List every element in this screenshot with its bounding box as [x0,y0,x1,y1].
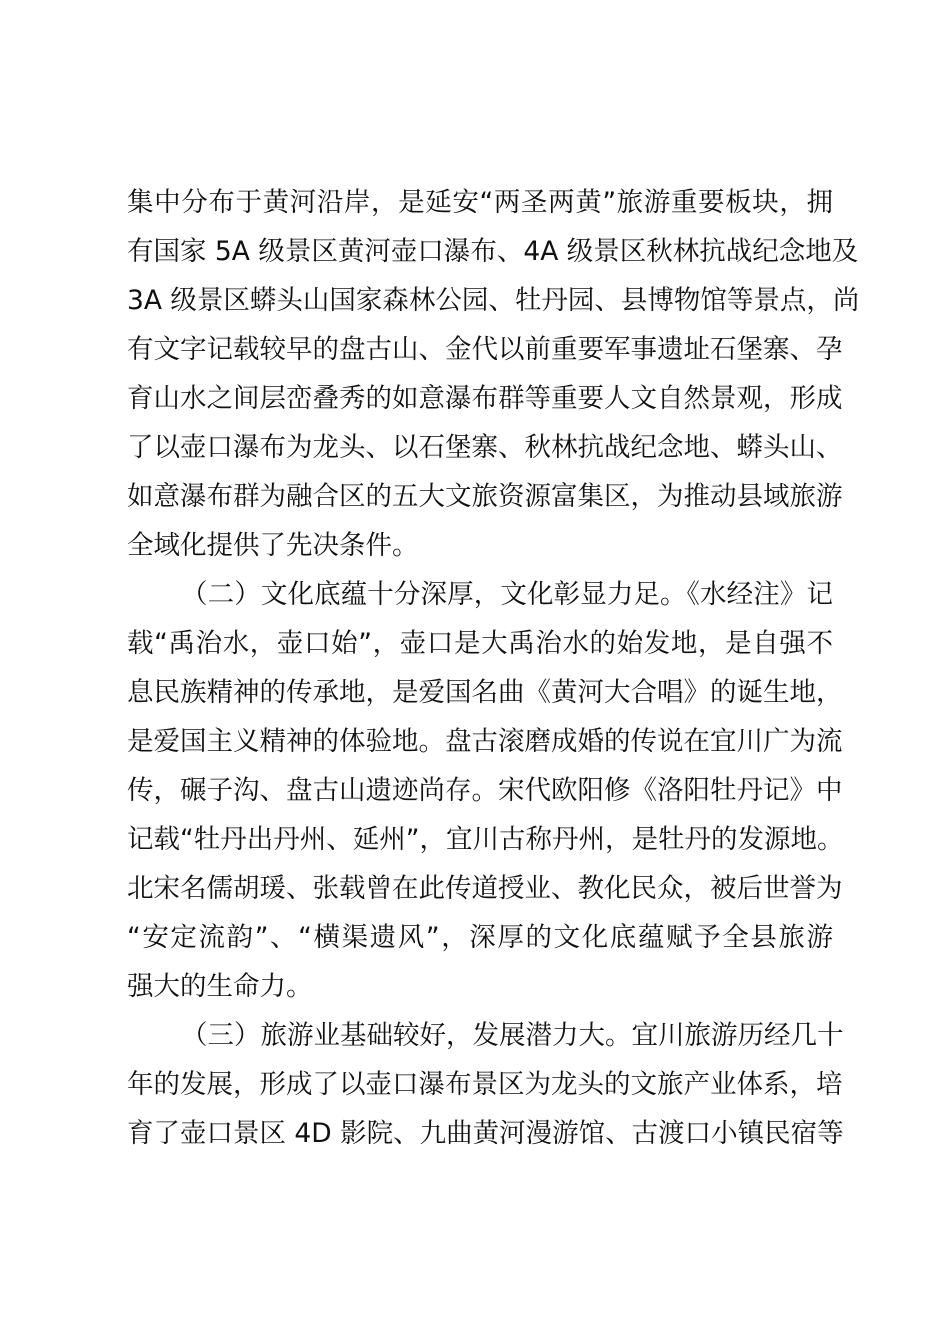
paragraph-2 [127,570,844,1011]
text-line: “安定流韵”、“横渠遗风”，深厚的文化底蕴赋予全县旅游 [127,922,833,953]
text-line: 息民族精神的传承地，是爱国名曲《黄河大合唱》的诞生地， [127,677,843,708]
paragraph-1 [127,178,860,570]
text-line: 了以壶口瀑布为龙头、以石堡寨、秋林抗战纪念地、蟒头山、 [127,432,843,463]
document-body [127,178,860,1158]
text-line: 是爱国主义精神的体验地。盘古滚磨成婚的传说在宜川广为流 [127,726,843,757]
paragraph-3 [127,1011,844,1158]
text-line: 传，碾子沟、盘古山遗迹尚存。宋代欧阳修《洛阳牡丹记》中 [127,775,843,806]
text-line: （二）文化底蕴十分深厚，文化彰显力足。《水经注》记 [181,579,833,610]
text-line: 有国家 5A 级景区黄河壶口瀑布、4A 级景区秋林抗战纪念地及 [127,236,859,267]
text-line: 3A 级景区蟒头山国家森林公园、牡丹园、县博物馆等景点，尚 [127,285,860,316]
text-line: 记载“牡丹出丹州、延州”，宜川古称丹州，是牡丹的发源地。 [127,824,844,855]
text-line: 育山水之间层峦叠秀的如意瀑布群等重要人文自然景观，形成 [127,383,843,414]
text-line: 有文字记载较早的盘古山、金代以前重要军事遗址石堡寨、孕 [127,334,843,365]
text-line: 如意瀑布群为融合区的五大文旅资源富集区，为推动县域旅游 [127,481,843,512]
text-line: 年的发展，形成了以壶口瀑布景区为龙头的文旅产业体系，培 [127,1069,843,1100]
text-line: （三）旅游业基础较好，发展潜力大。宜川旅游历经几十 [181,1020,844,1051]
text-line: 北宋名儒胡瑗、张载曾在此传道授业、教化民众，被后世誉为 [127,873,843,904]
text-line: 育了壶口景区 4D 影院、九曲黄河漫游馆、古渡口小镇民宿等 [127,1118,844,1149]
text-line: 载“禹治水，壶口始”，壶口是大禹治水的始发地，是自强不 [127,628,833,659]
text-line: 集中分布于黄河沿岸，是延安“两圣两黄”旅游重要板块，拥 [127,187,833,218]
text-line: 全域化提供了先决条件。 [127,530,419,561]
text-line: 强大的生命力。 [127,971,313,1002]
